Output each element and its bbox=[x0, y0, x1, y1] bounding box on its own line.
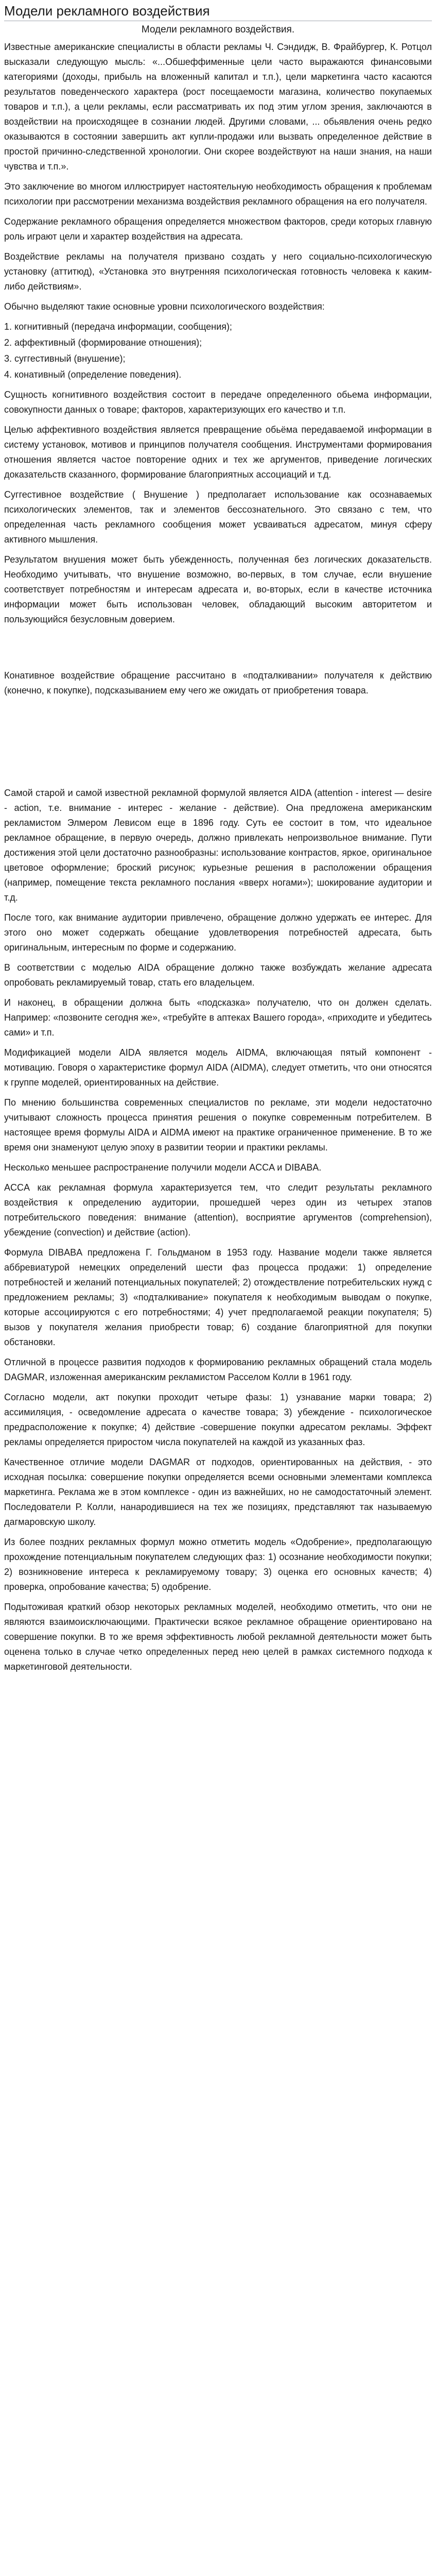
paragraph-suggestive: Суггестивное воздействие ( Внушение ) предполагает использование как осознаваемых психологических элементов, так и элементов бессознательного. Это связано с тем, что определенная часть рекламного сообщения может усваиваться адресатом, минуя сферу активного мышления. bbox=[4, 489, 432, 545]
paragraph-4: Воздействие рекламы на получателя призвано создать у него социально-психологическую установку (аттитюд), «Установка это внутренняя психологическая готовность человека к каким-либо действиям». bbox=[4, 251, 432, 292]
paragraph-dagmar-difference: Качественное отличие модели DAGMAR от подходов, ориентированных на действия, - это исходная посылка: совершение покупки определяется всеми основными элементами комплекса маркетинга. Реклама же в этом комплексе - один из важнейших, но не самодостаточный элемент. Последователи Р. Колли, нанародившиеся на тех же позициях, представляют так называемую дагмаровскую школу. bbox=[4, 1457, 432, 1527]
blank-space bbox=[4, 632, 432, 668]
paragraph-dagmar-phases: Согласно модели, акт покупки проходит четыре фазы: 1) узнавание марки товара; 2) ассимиляция, - осведомление адресата о качестве товара; 3) убеждение - психологическое предрасположение к покупке; 4) действие -совершение покупки адресатом рекламы. Эффект рекламы определяется приростом числа покупателей на каждой из указанных фаз. bbox=[4, 1392, 432, 1447]
paragraph-aida-critique: По мнению большинства современных специалистов по рекламе, эти модели недостаточно учитывают сложность процесса принятия решения о покупке современным потребителем. В настоящее время формулы AIDA и AIDMA имеют на практике ограниченное применение. В то же время они знаменуют целую эпоху в развитии теории и практики рекламы. bbox=[4, 1097, 432, 1153]
list-item-cognitive: 1. когнитивный (передача информации, сообщения); bbox=[4, 321, 232, 332]
paragraph-3: Содержание рекламного обращения определяется множеством факторов, среди которых главную роль играют цели и характер воздействия на адресата. bbox=[4, 216, 432, 242]
paragraph-dagmar: Отличной в процессе развития подходов к формированию рекламных обращений стала модель DAGMAR, изложенная американским рекламистом Расселом Колли в 1961 году. bbox=[4, 1357, 432, 1382]
paragraph-acca: ACCA как рекламная формула характеризуется тем, что следит результаты рекламного воздействия к определению аудитории, прошедшей через один из четырех этапов потребительского поведения: внимание (attention), восприятие аргументов (comprehension), убеждение (convection) и действие (action). bbox=[4, 1182, 432, 1238]
document-page bbox=[0, 3, 436, 1674]
document-subtitle: Модели рекламного воздействия. bbox=[141, 24, 295, 35]
paragraph-conclusion: Подытоживая краткий обзор некоторых рекламных моделей, необходимо отметить, что они не являются взаимоисключающими. Практически всякое рекламное обращение ориентировано на совершение покупки. В то же время эффективность любой рекламной деятельности может быть оценена только в случае четко определенных перед нею целей в рамках системного подхода к маркетинговой деятельности. bbox=[4, 1602, 432, 1672]
blank-space bbox=[4, 703, 432, 786]
paragraph-cognitive: Сущность когнитивного воздействия состоит в передаче определенного обьема информации, совокупности данных о товаре; факторов, характеризующих его качество и т.п. bbox=[4, 389, 432, 415]
page-title: Модели рекламного воздействия bbox=[4, 3, 432, 21]
paragraph-aidma: Модификацией модели AIDA является модель AIDMA, включающая пятый компонент - мотивацию. Говоря о характеристике формул AIDA (AIDMA), следует отметить, что они относятся к группе моделей, ориентированных на действие. bbox=[4, 1047, 432, 1088]
paragraph-1: Известные американские специалисты в области рекламы Ч. Сэндидж, В. Фрайбургер, К. Ротцол высказали следующую мысль: «...Обшеффименные цели часто выражаются финансовыми категориями (доходы, прибыль на вложенный капитал и т.п.), цели маркетинга часто касаются результатов поведенческого характера (рост посещаемости магазина, количество покупаемых товаров и т.п.), а цели рекламы, если рассматривать их под этим углом зрения, заключаются в воздействии на происходящее в сознании людей. Другими словами, ... обьявления очень редко оказываются в состоянии завершить акт купли-продажи или вызвать определенное действие в простой причинно-следственной хронологии. Они скорее воздействуют на наши знания, на наши чувства и т.п.». bbox=[4, 42, 432, 172]
paragraph-suggestion-result: Результатом внушения может быть убежденность, полученная без логических доказательств. Необходимо учитывать, что внушение возможно, во-первых, в том случае, если внушение соответствует потребностям и интересам адресата и, во-вторых, если в качестве источника информации может быть использован человек, обладающий высоким авторитетом и пользующийся безусловным доверием. bbox=[4, 554, 432, 624]
paragraph-2: Это заключение во многом иллюстрирует настоятельную необходимость обращения к проблемам психологии при рассмотрении механизма воздействия рекламного обращения на его получателя. bbox=[4, 181, 432, 207]
paragraph-acca-dibaba: Несколько меньшее распространение получили модели ACCA и DIBABA. bbox=[4, 1162, 322, 1173]
list-item-conative: 4. конативный (определение поведения). bbox=[4, 369, 182, 380]
paragraph-aida: Самой старой и самой известной рекламной формулой является AIDA (attention - interest — desire - action, т.е. внимание - интерес - желание - действие). Она предложена американским рекламистом Элмером Левисом еще в 1896 году. Суть ее состоит в том, что идеальное рекламное обращение, в первую очередь, должно привлекать непроизвольное внимание. Пути достижения этой цели достаточно разнообразны: использование контрастов, яркое, оригинальное цветовое оформление; броский рисунок; курьезные решения в расположении обращения (например, помещение текста рекламного послания «вверх ногами»); шокирование аудитории и т.д. bbox=[4, 788, 432, 903]
list-item-suggestive: 3. суггестивный (внушение); bbox=[4, 353, 126, 364]
paragraph-conative: Конативное воздействие обращение рассчитано в «подталкивании» получателя к действию (конечно, к покупке), подсказыванием ему чего же ожидать от приобретения товара. bbox=[4, 670, 432, 696]
paragraph-aida-desire: В соответствии с моделью AIDA обращение должно также возбуждать желание адресата опробовать рекламируемый товар, стать его владельцем. bbox=[4, 962, 432, 988]
list-item-affective: 2. аффективный (формирование отношения); bbox=[4, 337, 202, 348]
paragraph-aida-action: И наконец, в обращении должна быть «подсказка» получателю, что он должен сделать. Например: «позвоните сегодня же», «требуйте в аптеках Вашего города», «приходите и убедитесь сами» и т.п. bbox=[4, 997, 432, 1038]
paragraph-5: Обычно выделяют такие основные уровни психологического воздействия: bbox=[4, 301, 325, 312]
paragraph-approval-model: Из более поздних рекламных формул можно отметить модель «Одобрение», предполагающую прохождение потенциальным покупателем следующих фаз: 1) осознание необходимости покупки; 2) возникновение интереса к рекламируемому товару; 3) оценка его основных качеств; 4) проверка, опробование качества; 5) одобрение. bbox=[4, 1537, 432, 1592]
paragraph-affective: Целью аффективного воздействия является превращение обьёма передаваемой информации в систему установок, мотивов и принципов получателя сообщения. Инструментами формирования отношения является частое повторение одних и тех же аргументов, приведение логических доказательств сказанного, формирование благоприятных ассоциаций и т.д. bbox=[4, 425, 432, 480]
paragraph-aida-interest: После того, как внимание аудитории привлечено, обращение должно удержать ее интерес. Для этого оно может содержать обещание удовлетворения потребностей адресата, быть оригинальным, интересным по форме и содержанию. bbox=[4, 912, 432, 953]
paragraph-dibaba: Формула DIBABA предложена Г. Гольдманом в 1953 году. Название модели также является аббревиатурой немецких определений шести фаз процесса продажи: 1) определение потребностей и желаний потенциальных покупателей; 2) отождествление потребительских нужд с предложением рекламы; 3) «подталкивание» покупателя к необходимым выводам о покупке, которые ассоциируются с его потребностями; 4) учет предполагаемой реакции покупателя; 5) вызов у покупателя желания приобрести товар; 6) создание благоприятной для покупки обстановки. bbox=[4, 1247, 432, 1347]
